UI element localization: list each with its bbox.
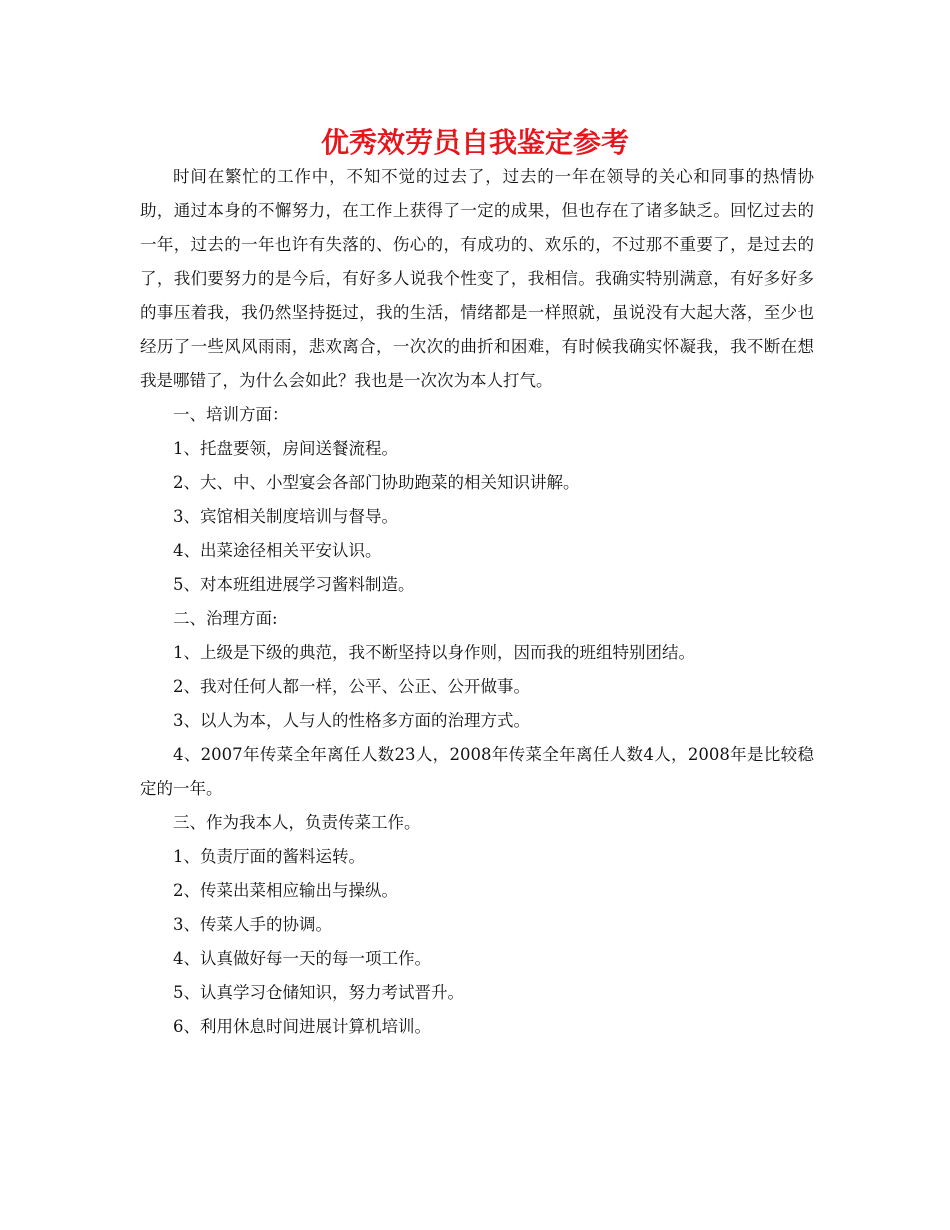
list-item: 2、大、中、小型宴会各部门协助跑菜的相关知识讲解。 — [173, 473, 580, 492]
list-item: 6、利用休息时间进展计算机培训。 — [173, 1017, 431, 1036]
section-heading-self: 三、作为我本人，负责传菜工作。 — [173, 813, 421, 832]
list-item: 3、以人为本，人与人的性格多方面的治理方式。 — [173, 711, 530, 730]
document-body — [140, 160, 814, 1044]
section-heading-management: 二、治理方面: — [173, 609, 278, 628]
list-item: 2、传菜出菜相应输出与操纵。 — [173, 881, 398, 900]
list-item: 1、上级是下级的典范，我不断坚持以身作则，因而我的班组特别团结。 — [173, 643, 695, 662]
section-heading-training: 一、培训方面： — [173, 405, 289, 424]
document-title: 优秀效劳员自我鉴定参考 — [320, 126, 629, 159]
list-item: 3、宾馆相关制度培训与督导。 — [173, 507, 398, 526]
list-item: 3、传菜人手的协调。 — [173, 915, 332, 934]
list-item: 5、认真学习仓储知识，努力考试晋升。 — [173, 983, 464, 1002]
intro-paragraph: 时间在繁忙的工作中，不知不觉的过去了，过去的一年在领导的关心和同事的热情协助，通过本身的不懈努力，在工作上获得了一定的成果，但也存在了诸多缺乏。回忆过去的一年，过去的一年也许有失落的、伤心的，有成功的、欢乐的，不过那不重要了，是过去的了，我们要努力的是今后，有好多人说我个性变了，我相信。我确实特别满意，有好多好多的事压着我，我仍然坚持挺过，我的生活，情绪都是一样照就，虽说没有大起大落，至少也经历了一些风风雨雨，悲欢离合，一次次的曲折和困难，有时候我确实怀凝我，我不断在想我是哪错了，为什么会如此？我也是一次次为本人打气。 — [140, 167, 814, 390]
list-item: 4、认真做好每一天的每一项工作。 — [173, 949, 431, 968]
list-item: 5、对本班组进展学习酱料制造。 — [173, 575, 415, 594]
list-item: 4、2007年传菜全年离任人数23人，2008年传菜全年离任人数4人，2008年是比较稳定的一年。 — [140, 745, 814, 798]
list-item: 1、负责厅面的酱料运转。 — [173, 847, 365, 866]
list-item: 1、托盘要领，房间送餐流程。 — [173, 439, 398, 458]
list-item: 4、出菜途径相关平安认识。 — [173, 541, 382, 560]
list-item: 2、我对任何人都一样，公平、公正、公开做事。 — [173, 677, 530, 696]
